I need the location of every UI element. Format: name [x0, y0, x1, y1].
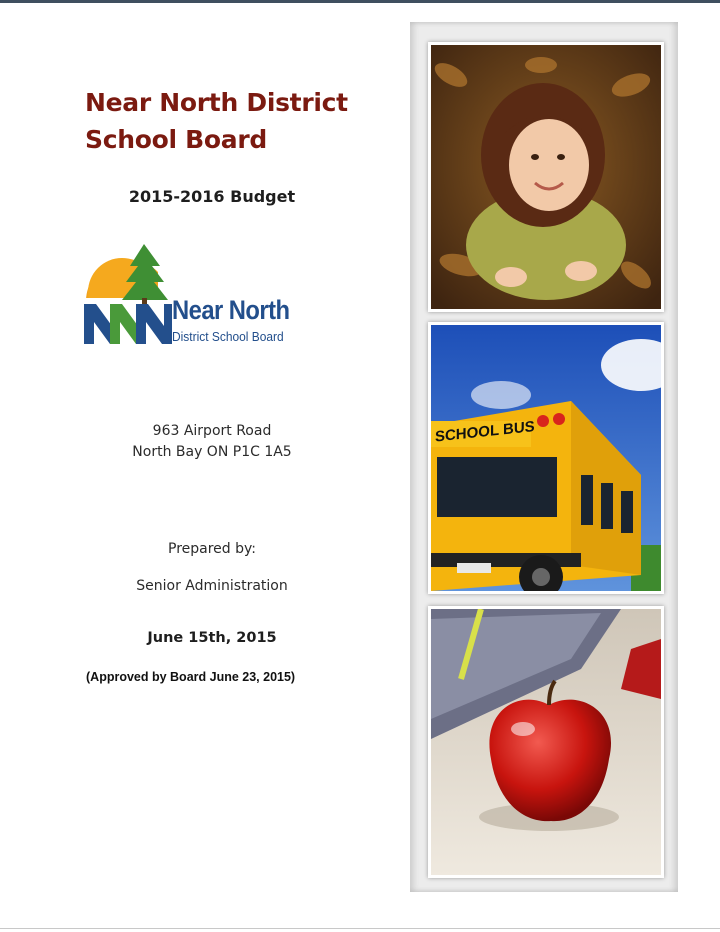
child-photo-icon	[431, 45, 661, 309]
address-line-1: 963 Airport Road	[152, 423, 272, 439]
budget-heading: 2015-2016 Budget	[128, 187, 296, 206]
address-block	[0, 421, 424, 463]
photo-apple-on-desk	[428, 606, 664, 878]
apple-photo-icon	[431, 609, 661, 875]
title-line-2: School Board	[85, 125, 267, 154]
logo-subtitle: District School Board	[172, 329, 284, 344]
bottom-border	[0, 928, 720, 929]
prepared-by-value: Senior Administration	[136, 578, 288, 594]
approval-note: (Approved by Board June 23, 2015)	[86, 670, 296, 684]
logo-wordmark: Near North	[172, 295, 290, 325]
title-line-1: Near North District	[85, 88, 348, 117]
bus-sign: SCHOOL BUS	[435, 418, 535, 446]
board-logo	[82, 242, 312, 350]
prepared-by-label: Prepared by:	[168, 541, 256, 557]
photo-school-bus	[428, 322, 664, 594]
address-line-2: North Bay ON P1C 1A5	[132, 444, 292, 460]
photo-child-in-leaves	[428, 42, 664, 312]
document-date: June 15th, 2015	[147, 630, 277, 646]
document-title	[85, 84, 405, 158]
top-border	[0, 0, 720, 3]
school-bus-photo-icon	[431, 325, 661, 591]
